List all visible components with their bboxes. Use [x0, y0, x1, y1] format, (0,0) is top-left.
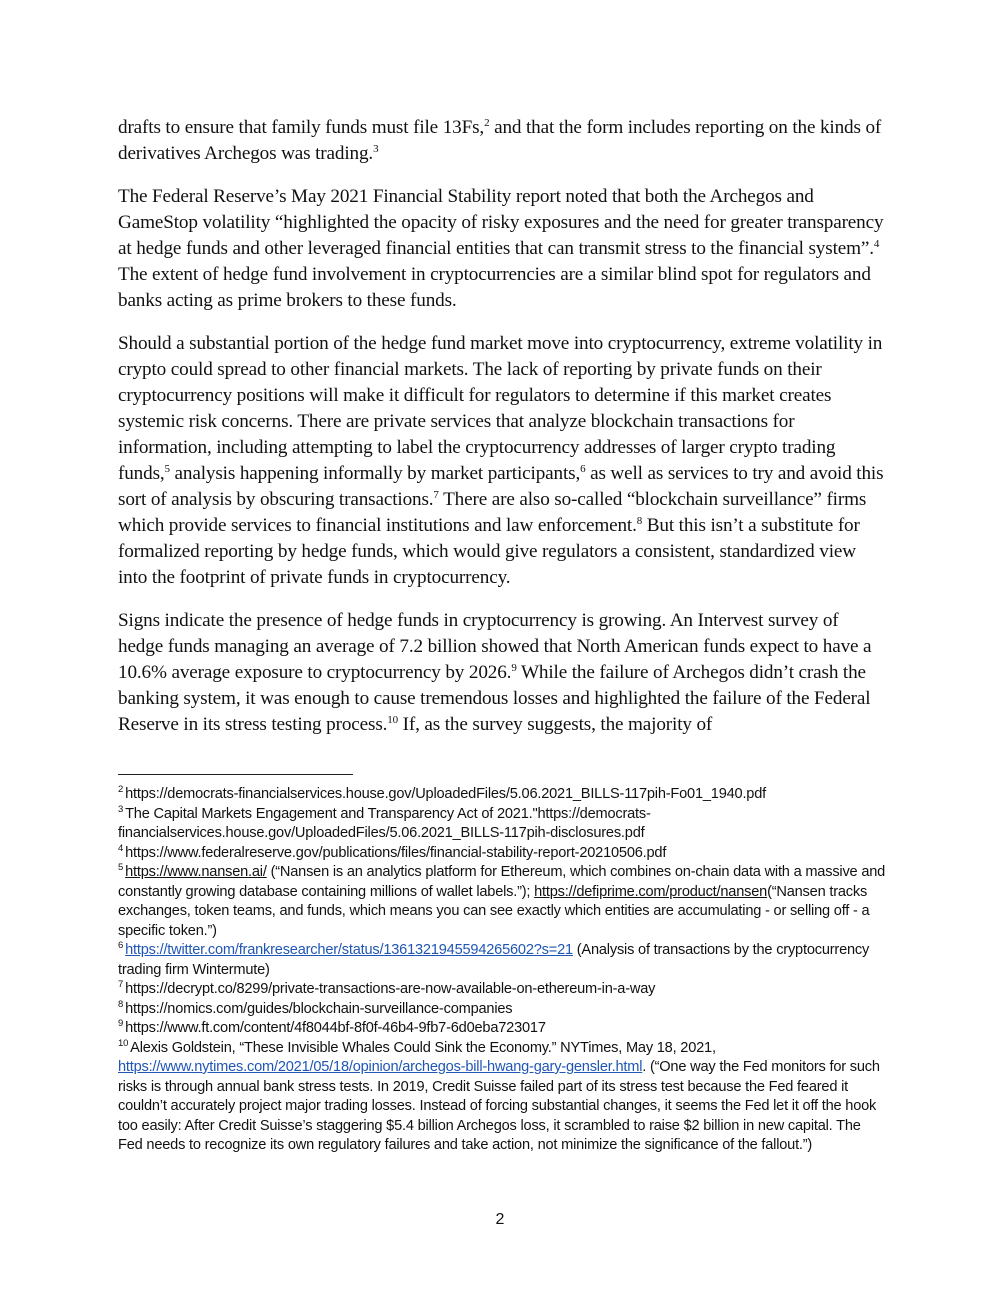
text-run: There are also so-called “blockchain surveillance” firms which provide services to financial institutions and law enforcement. [118, 489, 867, 536]
footnote-number: 4 [118, 842, 124, 854]
text-run: https://democrats-financialservices.house.gov/UploadedFiles/5.06.2021_BILLS-117pih-Fo01_1940.pdf [125, 786, 766, 802]
footnote-link[interactable]: https://www.nansen.ai/ [125, 864, 267, 880]
footnote-9 [118, 1019, 888, 1039]
footnote-number: 7 [118, 979, 124, 990]
footnote-4 [118, 844, 888, 864]
text-run: https://www.federalreserve.gov/publications/files/financial-stability-report-20210506.pdf [125, 844, 667, 861]
footnote-link[interactable]: https://www.nytimes.com/2021/05/18/opinion/archegos-bill-hwang-gary-gensler.html [118, 1059, 643, 1075]
footnote-link[interactable]: https://defiprime.com/product/nansen [534, 883, 768, 900]
footnote-6 [118, 941, 888, 980]
text-run: https://decrypt.co/8299/private-transactions-are-now-available-on-ethereum-in-a-way [125, 981, 656, 997]
footnote-number: 3 [118, 803, 124, 815]
text-run: If, as the survey suggests, the majority of [397, 714, 713, 735]
text-run: https://nomics.com/guides/blockchain-surveillance-companies [125, 1000, 513, 1017]
text-run: https://www.ft.com/content/4f8044bf-8f0f-46b4-9fb7-6d0eba723017 [125, 1020, 546, 1036]
footnote-7 [118, 980, 888, 1000]
footnote-reference: 5 [164, 463, 170, 475]
text-run: drafts to ensure that family funds must file 13Fs, [118, 117, 485, 138]
footnote-reference: 8 [636, 515, 643, 527]
footnote-reference: 3 [373, 143, 379, 155]
text-run: But this isn’t a substitute for formalized reporting by hedge funds, which would give regulators a consistent, standardized view into the footprint of private funds in cryptocurrency. [118, 515, 860, 588]
footnote-reference: 4 [873, 238, 880, 250]
text-run: Should a substantial portion of the hedge fund market move into cryptocurrency, extreme volatility in crypto could spread to other financial markets. The lack of reporting by private funds on their cryptocurrency positions will make it difficult for regulators to determine if this market creates systemic risk concerns. There are private services that analyze blockchain transactions for information, including attempting to label the cryptocurrency addresses of larger crypto trading funds, [118, 333, 883, 484]
text-run: The Federal Reserve’s May 2021 Financial Stability report noted that both the Archegos and GameStop volatility “highlighted the opacity of risky exposures and the need for greater transparency at hedge funds and other leveraged financial entities that can transmit stress to the financial system”. [118, 186, 884, 259]
text-run: Signs indicate the presence of hedge funds in cryptocurrency is growing. An Intervest survey of hedge funds managing an average of 7.2 billion showed that North American funds expect to have a 10.6% average exposure to cryptocurrency by 2026. [118, 610, 872, 683]
text-run: analysis happening informally by market participants, [169, 463, 581, 484]
text-run: as well as services to try and avoid this sort of analysis by obscuring transactions. [118, 463, 884, 510]
footnote-separator [118, 774, 353, 775]
paragraph [118, 331, 888, 591]
footnote-link[interactable]: https://twitter.com/frankresearcher/status/1361321945594265602?s=21 [125, 942, 573, 958]
footnote-number: 8 [118, 998, 124, 1010]
text-run: (“Nansen is an analytics platform for Ethereum, which combines on-chain data with a massive and constantly growing database containing millions of wallet labels.”); [118, 864, 886, 900]
footnote-8 [118, 1000, 888, 1020]
text-run: . (“One way the Fed monitors for such risks is through annual bank stress tests. In 2019, Credit Suisse failed part of its stress test because the Fed feared it couldn’t accurately project major trading losses. Instead of forcing substantial changes, it seems the Fed let it off the hook too easily: After Credit Suisse’s staggering $5.4 billion Archegos loss, it scrambled to raise $2 billion in new capital. The Fed needs to recognize its own regulatory failures and take action, not minimize the significance of the fallout.”) [118, 1059, 880, 1153]
paragraph [118, 115, 888, 167]
footnote-number: 5 [118, 862, 124, 873]
text-run: and that the form includes reporting on the kinds of derivatives Archegos was trading. [118, 117, 882, 164]
footnote-2 [118, 785, 888, 805]
footnote-reference: 2 [484, 117, 490, 129]
body-content [118, 115, 888, 755]
text-run: Alexis Goldstein, “These Invisible Whales Could Sink the Economy.” NYTimes, May 18, 2021, [130, 1039, 716, 1056]
text-run: The extent of hedge fund involvement in cryptocurrencies are a similar blind spot for regulators and banks acting as prime brokers to these funds. [118, 264, 871, 311]
footnote-number: 2 [118, 784, 124, 795]
footnote-reference: 10 [387, 714, 398, 726]
footnotes [118, 785, 888, 1156]
footnote-3 [118, 805, 888, 844]
footnote-number: 10 [118, 1037, 129, 1049]
footnote-5 [118, 863, 888, 941]
footnote-number: 6 [118, 940, 124, 951]
page-number: 2 [495, 1211, 505, 1228]
footnote-reference: 6 [580, 463, 586, 475]
paragraph [118, 184, 888, 314]
text-run: (“Nansen tracks exchanges, token teams, and funds, which means you can see exactly which entities are accumulating - or selling off - a specific token.”) [118, 883, 870, 939]
paragraph [118, 608, 888, 738]
text-run: (Analysis of transactions by the cryptocurrency trading firm Wintermute) [118, 942, 870, 978]
footnote-reference: 7 [433, 489, 439, 501]
text-run: While the failure of Archegos didn’t crash the banking system, it was enough to cause tremendous losses and highlighted the failure of the Federal Reserve in its stress testing process. [118, 662, 871, 735]
footnote-10 [118, 1039, 888, 1156]
text-run: The Capital Markets Engagement and Transparency Act of 2021."https://democrats-financialservices.house.gov/UploadedFiles/5.06.2021_BILLS-117pih-disclosures.pdf [118, 805, 651, 841]
footnote-number: 9 [118, 1018, 124, 1029]
footnote-reference: 9 [511, 662, 517, 674]
